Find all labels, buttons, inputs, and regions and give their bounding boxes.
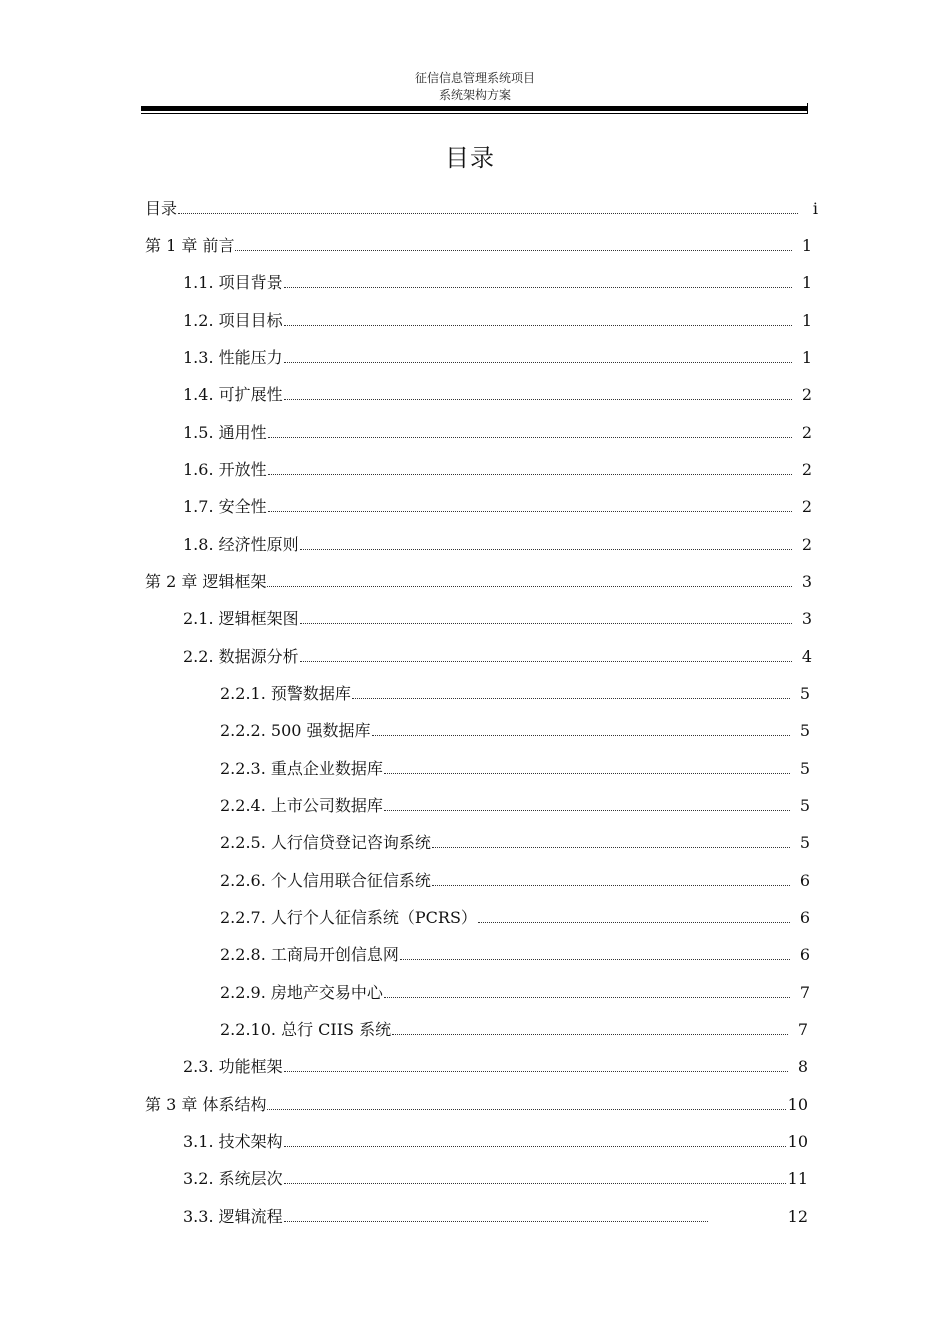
toc-entry-page: i bbox=[812, 199, 818, 218]
toc-entry[interactable] bbox=[183, 420, 812, 444]
toc-entry-page: 1 bbox=[801, 348, 812, 367]
toc-dot-leader bbox=[352, 681, 790, 699]
toc-entry-page: 7 bbox=[799, 983, 810, 1002]
toc-entry-label: 1.6. 开放性 bbox=[183, 460, 267, 479]
toc-entry-page: 12 bbox=[787, 1207, 808, 1226]
toc-entry-page: 1 bbox=[801, 311, 812, 330]
toc-entry-label: 第 3 章 体系结构 bbox=[145, 1095, 267, 1114]
toc-entry-label: 2.2.4. 上市公司数据库 bbox=[220, 796, 383, 815]
toc-entry-page: 5 bbox=[799, 684, 810, 703]
toc-entry[interactable] bbox=[220, 756, 810, 780]
toc-dot-leader bbox=[400, 942, 790, 960]
toc-entry[interactable] bbox=[220, 1017, 808, 1041]
toc-dot-leader bbox=[384, 756, 790, 774]
toc-entry-label: 2.2.2. 500 强数据库 bbox=[220, 721, 371, 740]
toc-entry-page: 2 bbox=[801, 385, 812, 404]
toc-entry[interactable] bbox=[183, 1166, 808, 1190]
toc-entry[interactable] bbox=[145, 196, 818, 220]
toc-entry-page: 4 bbox=[801, 647, 812, 666]
toc-entry-label: 3.2. 系统层次 bbox=[183, 1169, 283, 1188]
toc-entry-page: 1 bbox=[801, 273, 812, 292]
toc-dot-leader bbox=[300, 606, 792, 624]
toc-entry-page: 6 bbox=[799, 908, 810, 927]
toc-dot-leader bbox=[268, 420, 792, 438]
toc-entry-label: 2.2.7. 人行个人征信系统（PCRS） bbox=[220, 908, 477, 927]
toc-dot-leader bbox=[268, 457, 792, 475]
header-document-title: 系统架构方案 bbox=[438, 88, 511, 102]
toc-entry[interactable] bbox=[220, 830, 810, 854]
toc-entry-label: 目录 bbox=[145, 199, 178, 218]
toc-entry-label: 2.1. 逻辑框架图 bbox=[183, 609, 299, 628]
toc-entry[interactable] bbox=[145, 233, 812, 257]
toc-dot-leader bbox=[284, 1166, 786, 1184]
toc-entry[interactable] bbox=[220, 980, 810, 1004]
toc-entry-label: 2.2.6. 个人信用联合征信系统 bbox=[220, 871, 431, 890]
toc-entry[interactable] bbox=[145, 569, 812, 593]
toc-entry-label: 1.3. 性能压力 bbox=[183, 348, 283, 367]
header-project-title: 征信信息管理系统项目 bbox=[414, 71, 535, 85]
toc-entry-page: 6 bbox=[799, 871, 810, 890]
toc-entry[interactable] bbox=[183, 382, 812, 406]
toc-entry[interactable] bbox=[220, 868, 810, 892]
toc-entry[interactable] bbox=[183, 457, 812, 481]
toc-entry-label: 3.1. 技术架构 bbox=[183, 1132, 283, 1151]
toc-dot-leader bbox=[284, 1129, 786, 1147]
toc-entry[interactable] bbox=[183, 532, 812, 556]
toc-entry-page: 6 bbox=[799, 945, 810, 964]
toc-entry-label: 2.2.3. 重点企业数据库 bbox=[220, 759, 383, 778]
toc-entry-label: 1.4. 可扩展性 bbox=[183, 385, 283, 404]
toc-entry-label: 1.1. 项目背景 bbox=[183, 273, 283, 292]
toc-entry[interactable] bbox=[183, 1054, 808, 1078]
toc-dot-leader bbox=[235, 233, 792, 251]
toc-dot-leader bbox=[267, 569, 792, 587]
toc-title: 目录 bbox=[445, 144, 495, 172]
toc-dot-leader bbox=[384, 793, 790, 811]
toc-dot-leader bbox=[478, 905, 790, 923]
toc-entry-label: 2.2.1. 预警数据库 bbox=[220, 684, 351, 703]
toc-entry[interactable] bbox=[183, 308, 812, 332]
toc-entry[interactable] bbox=[220, 681, 810, 705]
toc-dot-leader bbox=[284, 1204, 708, 1222]
toc-entry-label: 1.2. 项目目标 bbox=[183, 311, 283, 330]
toc-entry[interactable] bbox=[183, 270, 812, 294]
toc-entry-page: 5 bbox=[799, 721, 810, 740]
toc-entry-label: 2.2.8. 工商局开创信息网 bbox=[220, 945, 399, 964]
toc-dot-leader bbox=[392, 1017, 788, 1035]
toc-entry-page: 10 bbox=[787, 1095, 808, 1114]
toc-entry-page: 10 bbox=[787, 1132, 808, 1151]
toc-entry-page: 8 bbox=[797, 1057, 808, 1076]
toc-entry-page: 7 bbox=[797, 1020, 808, 1039]
toc-dot-leader bbox=[284, 1054, 788, 1072]
toc-entry-page: 2 bbox=[801, 535, 812, 554]
toc-entry-page: 2 bbox=[801, 460, 812, 479]
toc-entry[interactable] bbox=[183, 1129, 808, 1153]
toc-dot-leader bbox=[284, 382, 792, 400]
toc-dot-leader bbox=[300, 532, 792, 550]
toc-dot-leader bbox=[284, 308, 792, 326]
toc-entry-label: 2.2.5. 人行信贷登记咨询系统 bbox=[220, 833, 431, 852]
toc-entry-label: 2.2.9. 房地产交易中心 bbox=[220, 983, 383, 1002]
toc-dot-leader bbox=[178, 196, 798, 214]
toc-entry[interactable] bbox=[183, 345, 812, 369]
toc-entry-label: 2.3. 功能框架 bbox=[183, 1057, 283, 1076]
toc-entry-label: 3.3. 逻辑流程 bbox=[183, 1207, 283, 1226]
toc-entry[interactable] bbox=[183, 1204, 808, 1228]
toc-entry-page: 5 bbox=[799, 833, 810, 852]
toc-entry[interactable] bbox=[183, 644, 812, 668]
toc-dot-leader bbox=[267, 1092, 785, 1110]
toc-entry-page: 2 bbox=[801, 497, 812, 516]
toc-entry-page: 5 bbox=[799, 796, 810, 815]
toc-entry-label: 1.5. 通用性 bbox=[183, 423, 267, 442]
toc-dot-leader bbox=[384, 980, 790, 998]
toc-entry[interactable] bbox=[145, 1092, 808, 1116]
toc-entry[interactable] bbox=[220, 905, 810, 929]
toc-dot-leader bbox=[432, 868, 790, 886]
toc-entry-page: 3 bbox=[801, 609, 812, 628]
toc-dot-leader bbox=[284, 270, 792, 288]
toc-entry-page: 1 bbox=[801, 236, 812, 255]
toc-entry-label: 2.2. 数据源分析 bbox=[183, 647, 299, 666]
toc-dot-leader bbox=[300, 644, 792, 662]
toc-entry[interactable] bbox=[183, 494, 812, 518]
toc-dot-leader bbox=[268, 494, 792, 512]
toc-entry[interactable] bbox=[183, 606, 812, 630]
toc-entry[interactable] bbox=[220, 942, 810, 966]
toc-entry[interactable] bbox=[220, 793, 810, 817]
toc-entry-label: 1.7. 安全性 bbox=[183, 497, 267, 516]
toc-dot-leader bbox=[284, 345, 792, 363]
toc-dot-leader bbox=[432, 830, 790, 848]
toc-entry-label: 第 1 章 前言 bbox=[145, 236, 235, 255]
toc-entry-page: 5 bbox=[799, 759, 810, 778]
toc-entry-page: 11 bbox=[787, 1169, 808, 1188]
toc-entry[interactable] bbox=[220, 718, 810, 742]
toc-entry-page: 3 bbox=[801, 572, 812, 591]
toc-entry-label: 1.8. 经济性原则 bbox=[183, 535, 299, 554]
toc-entry-label: 2.2.10. 总行 CIIS 系统 bbox=[220, 1020, 392, 1039]
toc-entry-page: 2 bbox=[801, 423, 812, 442]
toc-dot-leader bbox=[372, 718, 790, 736]
toc-entry-label: 第 2 章 逻辑框架 bbox=[145, 572, 267, 591]
